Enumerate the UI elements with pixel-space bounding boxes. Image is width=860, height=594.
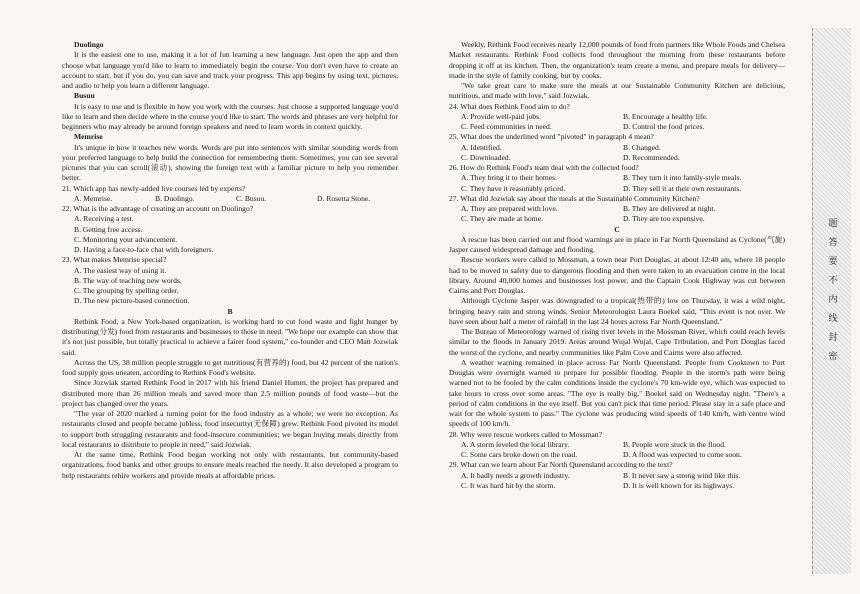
para-b-2: Across the US, 38 million people struggle to get nutritious(有营养的) food, but 42 percent of the nation's food supply goes uneaten, according to Rethink Food's website.: [62, 357, 398, 377]
option-24-c: C. Feed communities in need.: [461, 122, 552, 131]
option-25-b: B. Changed.: [623, 142, 661, 152]
option-21-b: B. Duolingo.: [155, 193, 195, 203]
binding-cut-line: [812, 28, 814, 574]
option-21-a: A. Memrise.: [74, 193, 113, 203]
options-27: [449, 204, 785, 225]
question-21: 21. Which app has newly-added live courses led by experts?: [62, 183, 246, 193]
question-22: 22. What is the advantage of creating an account on Duolingo?: [62, 204, 254, 213]
heading-memrise: Memrise: [74, 132, 103, 142]
para-busuu: It is easy to use and is flexible in how you work with the courses. Just choose a supported language you'd like to learn and then decide where in the course you'd like to start. The words and phrases are very helpful for beginners who may already be around foreign speakers and need to learn words in context quickly.: [62, 101, 398, 131]
option-22-d: D. Having a face-to-face chat with foreigners.: [74, 245, 214, 254]
strip-label-7: 封: [828, 333, 838, 343]
option-23-b: B. The way of teaching new words.: [74, 275, 182, 285]
strip-label-4: 不: [828, 276, 838, 286]
option-26-d: D. They sell it at their own restaurants.: [623, 183, 742, 193]
option-28-b: B. People were stuck in the flood.: [623, 439, 726, 449]
para-memrise: It's unique in how it teaches new words. Words are put into sentences with similar sounding words from your preferred language to help build the connection for remembering them. Sometimes, you can see several pictures that you can scroll(滚动), showing the foreign text with a familiar picture to help you remember better.: [62, 142, 398, 183]
strip-label-2: 答: [828, 238, 838, 248]
option-28-d: D. A flood was expected to come soon.: [623, 450, 742, 459]
question-27: 27. What did Jozwiak say about the meals at the Sustainable Community Kitchen?: [449, 193, 700, 203]
option-28-a: A. A storm leveled the local library.: [461, 439, 570, 449]
strip-label-1: 题: [828, 219, 838, 229]
option-24-a: A. Provide well-paid jobs.: [461, 111, 541, 121]
para-b-6: Weekly, Rethink Food receives nearly 12,000 pounds of food from partners like Whole Foods and Chelsea Market restaurants. Rethink Food collects food throughout the morning from these restaurants before dropping it off at its kitchen. Then, the organization's team create a menu, and prepare meals for delivery—made in the style of family cooking, but by cooks.: [449, 40, 785, 80]
option-27-b: B. They are delivered at night.: [623, 204, 716, 213]
para-b-4: "The year of 2020 marked a turning point for the food industry as a whole; we were no exception. As restaurants closed and people became jobless, food insecurity(无保障) grew. Rethink Food pivoted its model to support both struggling restaurants and food-insecure communities; we began buying meals directly from local restaurants to distribute to people in need," said Jozwiak.: [62, 409, 398, 449]
option-27-a: A. They are prepared with love.: [461, 204, 558, 213]
option-23-d: D. The new picture-based connection.: [74, 296, 190, 306]
strip-label-8: 密: [828, 352, 838, 362]
option-29-a: A. It badly needs a growth industry.: [461, 470, 570, 480]
question-26: 26. How do Rethink Food's team deal with the collected food?: [449, 163, 639, 172]
strip-label-3: 要: [828, 257, 838, 267]
question-25: 25. What does the underlined word "pivoted" in paragraph 4 mean?: [449, 132, 654, 142]
option-25-d: D. Recommended.: [623, 152, 680, 162]
para-c-1: A rescue has been carried out and flood warnings are in place in Far North Queensland as Cyclone(气旋) Jasper caused widespread damage and flooding.: [449, 234, 785, 254]
option-22-b: B. Getting free access.: [74, 224, 143, 234]
option-25-a: A. Identified.: [461, 142, 502, 152]
option-23-c: C. The grouping by spelling order.: [74, 286, 179, 295]
right-column: [449, 40, 785, 491]
binding-strip-labels: [826, 215, 840, 367]
option-23-a: A. The easiest way of using it.: [74, 265, 167, 275]
option-21-d: D. Rosetta Stone.: [317, 193, 371, 203]
options-29: [449, 471, 785, 492]
para-b-5: At the same time, Rethink Food began working not only with restaurants, but community-based organizations, food banks and other groups to ensure meals reached the needy. It also developed a program to help restaurants rehire workers and provide meals at affordable prices.: [62, 450, 398, 480]
option-29-d: D. It is well known for its highways.: [623, 480, 735, 490]
option-28-c: C. Some cars broke down on the road.: [461, 450, 578, 459]
option-29-c: C. It was hard hit by the storm.: [461, 480, 556, 490]
option-29-b: B. It never saw a strong wind like this.: [623, 470, 741, 480]
question-23: 23. What makes Memrise special?: [62, 255, 167, 265]
heading-duolingo: Duolingo: [74, 40, 104, 49]
para-c-2: Rescue workers were called to Mossman, a town near Port Douglas, at about 12:40 am, where 18 people had to be moved to safety due to dangerous flooding and then were taken to an evacuation centre in the local library. Around 40,000 homes and businesses lost power, and the Captain Cook Highway was cut between Cairns and Port Douglas.: [449, 255, 785, 295]
strip-label-5: 内: [828, 295, 838, 305]
option-21-c: C. Busuu.: [236, 193, 267, 203]
option-25-c: C. Downloaded.: [461, 152, 511, 162]
option-26-c: C. They have it reasonably priced.: [461, 183, 566, 193]
section-b-heading: B: [227, 306, 233, 316]
option-26-a: A. They bring it to their homes.: [461, 173, 558, 183]
option-22-c: C. Monitoring your advancement.: [74, 234, 178, 244]
options-25: [449, 143, 785, 164]
para-b-7: "We take great care to make sure the meals at our Sustainable Community Kitchen are delicious, nutritious, and made with love," said Jozwiak.: [449, 81, 785, 101]
option-26-b: B. They turn it into family-style meals.: [623, 173, 742, 183]
question-24: 24. What does Rethink Food aim to do?: [449, 101, 570, 111]
options-28: [449, 440, 785, 461]
para-duolingo: It is the easiest one to use, making it a lot of fun learning a new language. Just open the app and then choose what language you'd like to learn to immediately begin the course. You don't even have to create an account to start, but if you do, you can save and track your progress. This app begins by using text, pictures, and audio to help you learn a different language.: [62, 50, 398, 90]
para-c-5: A weather warning remained in place across Far North Queensland. People from Cooktown to Port Douglas were overnight warned to prepare for possible flooding. People in the storm's path were being warned not to be fooled by the calm conditions inside the cyclone's 70 km-wide eye, which was expected to take hours to cross over some areas. "The eye is really big," Boekel said on Wednesday night. "There's a period of calm conditions in the eye itself. But you can't pick that time period. Please stay in a safe place and wait for the whole system to pass." The cyclone was producing wind speeds of 140 km/h, with centre wind speeds of 100 km/h.: [449, 357, 785, 429]
option-27-c: C. They are made at home.: [461, 214, 543, 224]
para-c-4: The Bureau of Meteorology warned of rising river levels in the Mossman River, which could reach levels similar to the floods in January 2019. Areas around Wujal Wujal, Cape Tribulation, and Port Douglas faced the worst of the cyclone, and nearby communities like Palm Cove and Cairns were also affected.: [449, 327, 785, 357]
options-21: [62, 194, 398, 204]
option-24-d: D. Control the food prices.: [623, 122, 705, 131]
option-27-d: D. They are too expensive.: [623, 214, 705, 224]
options-26: [449, 173, 785, 194]
option-22-a: A. Receiving a test.: [74, 214, 134, 224]
options-24: [449, 112, 785, 133]
strip-label-6: 线: [828, 314, 838, 324]
para-b-3: Since Jozwiak started Rethink Food in 2017 with his friend Daniel Humm, the project has prepared and distributed more than 26 million meals and saved more than 2.5 million pounds of food waste—but the project has changed over the years.: [62, 378, 398, 408]
left-column: [62, 40, 398, 481]
question-28: 28. Why were rescue workers called to Mossman?: [449, 429, 602, 439]
heading-busuu: Busuu: [74, 91, 95, 101]
section-c-heading: C: [614, 224, 620, 234]
option-24-b: B. Encourage a healthy life.: [623, 111, 708, 121]
question-29: 29. What can we learn about Far North Queensland according to the text?: [449, 460, 673, 470]
para-b-1: Rethink Food, a New York-based organization, is working hard to cut food waste and fight hunger by distributing(分发) food from restaurants and businesses to those in need. "We hope our example can show that it's not just possible, but totally practical to achieve a fairer food system," co-founder and CEO Matt Jozwiak said.: [62, 316, 398, 357]
para-c-3: Although Cyclone Jasper was downgraded to a tropical(热带的) low on Thursday, it was a wild night, bringing heavy rain and strong winds. Senior Meteorologist Laura Boekel said, "This event is not over. We have seen about half a meter of rainfall in the last 24 hours across Far North Queensland.": [449, 296, 785, 326]
